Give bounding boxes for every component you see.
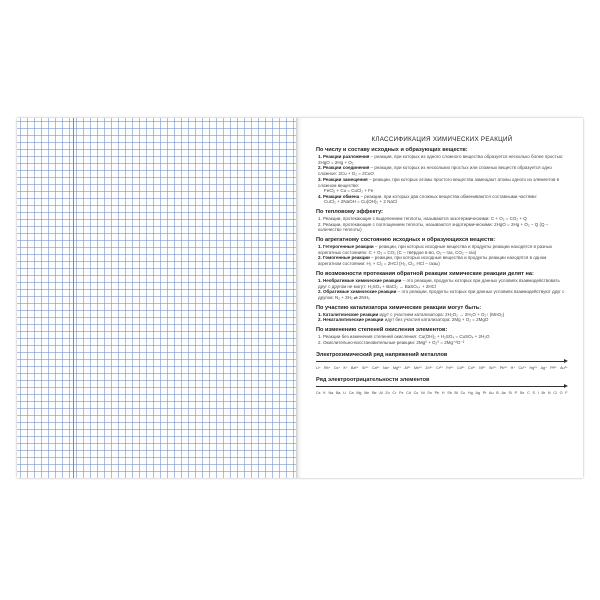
electronegativity-series	[316, 391, 568, 395]
series-element: Cu	[460, 391, 466, 396]
series-element: Cs⁺	[333, 366, 341, 371]
series-element: Ca²⁺	[371, 366, 380, 371]
series-element: Mn²⁺	[413, 366, 423, 371]
series-element: Pt²⁺	[550, 366, 557, 371]
series-element: Au³⁺	[560, 366, 568, 371]
series-element: Be	[372, 391, 377, 396]
series-element: Cs	[316, 391, 321, 396]
series-element: Ca	[348, 391, 354, 396]
series-element: Fe	[399, 391, 404, 396]
series-element: Br	[541, 391, 546, 396]
series-element: Ba	[335, 391, 341, 396]
list-item: 2. Обратимые химические реакции – это реакции, продукты которых при данных условиях взаимодействуют друг с другом: N₂ + 3H₂ ⇄ 2NH₃	[318, 289, 565, 300]
series-element: Co²⁺	[468, 366, 476, 371]
series-element: Ni²⁺	[479, 366, 486, 371]
series-element: Li	[343, 391, 347, 396]
series-element: Bi	[454, 391, 458, 396]
section-heading: По агрегатному состоянию исходных и образующихся веществ:	[316, 237, 496, 244]
series-element: Pt	[482, 391, 487, 396]
series-element: Zn	[385, 391, 390, 396]
series-element: S	[532, 391, 535, 396]
series-element: H⁺	[510, 366, 516, 371]
series-element: O	[559, 391, 563, 396]
list-item: 3. Реакции замещения – реакции, при которых атомы простого вещества замещают атомы одного из элементов в сложном веществе:	[318, 176, 560, 188]
series-element: Li⁺	[316, 366, 321, 371]
series-element: Ba²⁺	[351, 366, 359, 371]
series-element: Cl	[553, 391, 557, 396]
series-element: I	[537, 391, 539, 396]
list-item: 2. Некаталитические реакции идут без участия катализатора: 2Mg + O₂ = 2MgO	[318, 317, 489, 323]
list-item: 2. Реакции, протекающие с поглощением теплоты, называются эндотермическими: 2HgO = 2Hg + O₂ − Q (Q – количество теплоты)	[318, 221, 549, 233]
section-heading: По участию катализатора химические реакции могут быть:	[316, 304, 482, 311]
series-element: Ni	[421, 391, 425, 396]
series-element: Se	[519, 391, 525, 396]
series-element: Hg	[468, 391, 473, 396]
series-element: Mg	[356, 391, 362, 396]
notebook-spread	[17, 118, 583, 478]
series-element: Ag	[475, 391, 481, 396]
list-item: 2. Реакции соединения – реакции, при которых из нескольких простых или сложных веществ образуется одно сложное: 2Cu + O₂ = 2CuO	[318, 165, 552, 177]
formula: CuCl₂ + 2NaOH = Cu(OH)₂ + 2 NaCl	[324, 199, 398, 205]
section-heading: По возможности протекания обратной реакции химические реакции делят на:	[316, 270, 534, 277]
metal-series	[316, 366, 568, 370]
series-element: Na	[328, 391, 334, 396]
list-item: 1. Каталитические реакции идут с участием катализатора: 2H₂O₂ → 2H₂O + O₂↑ (MnO₂)	[318, 311, 505, 317]
list-item: 2. Гомогенные реакции – реакции, при которых исходные вещества и продукты реакции находятся в одном агрегатном состоянии: H₂ + Cl₂ = 2HCl (H₂, Cl₂, HCl – газы)	[318, 255, 547, 267]
series-element: F	[565, 391, 568, 396]
list-item: 1. Необратимые химические реакции – это реакции, продукты которых при данных условиях взаимодействовать друг с другом не могут: H₂SO₄ + BaCl₂ → BaSO₄↓ + 2HCl	[318, 277, 560, 289]
series-arrow	[316, 384, 568, 390]
series-element: C	[527, 391, 530, 396]
section-heading: По тепловому эффекту:	[316, 208, 384, 215]
series-element: Al	[379, 391, 383, 396]
series-element: Hg²⁺	[529, 366, 538, 371]
series-element: Cr	[392, 391, 397, 396]
series-element: Sr²⁺	[361, 366, 369, 371]
series-element: Cd	[406, 391, 411, 396]
section-heading: По изменению степеней окисления элементов:	[316, 327, 448, 334]
series-element: Mg²⁺	[392, 366, 402, 371]
reference-content	[316, 136, 568, 395]
series-element: K⁺	[343, 366, 348, 371]
series-element: N	[547, 391, 551, 396]
series-element: Cr³⁺	[436, 366, 444, 371]
list-item: 1. Реакции разложения – реакции, при которых из одного сложного вещества образуется несколько более простых: 2HgO = 2Hg + O₂	[318, 154, 564, 165]
metal-series-title: Электрохимический ряд напряжений металлов	[316, 352, 448, 359]
series-element: B	[496, 391, 499, 396]
section-heading: По числу и составу исходных и образующих веществ:	[316, 147, 468, 153]
series-arrow	[316, 359, 568, 365]
series-element: Au	[489, 391, 494, 396]
series-element: Al³⁺	[404, 366, 411, 371]
electronegativity-series-title: Ряд электроотрицательности элементов	[316, 377, 430, 384]
series-element: Sb	[447, 391, 452, 396]
list-item: 1. Гетерогенные реакции – реакции, при которых исходные вещества и продукты реакции находятся в разных агрегатных состояниях: C + O₂ = CO₂ (C – твёрдое в-во, O₂ – газ, CO₂ – газ)	[318, 244, 553, 255]
list-item: 2. Окислительно-восстановительные реакции: 2Mg⁰ + O₂⁰ = 2Mg⁺²O⁻²	[318, 339, 465, 345]
series-element: Na⁺	[383, 366, 390, 371]
series-element: Si	[508, 391, 512, 396]
series-element: H	[441, 391, 445, 396]
series-element: Cu²⁺	[518, 366, 527, 371]
series-element: K	[323, 391, 326, 396]
series-element: Pb²⁺	[499, 366, 508, 371]
grid-page	[17, 118, 296, 478]
formula: FeCl₂ + Cu = CuCl₂ + Fe	[324, 188, 374, 194]
list-item: 1. Реакции, протекающие с выделением теплоты, называются экзотермическими: C + O₂ = CO₂ + Q	[318, 215, 527, 221]
series-element: Sn	[427, 391, 432, 396]
reference-page	[302, 118, 583, 478]
series-element: Sn²⁺	[488, 366, 497, 371]
list-item: 4. Реакции обмена – реакции, при которых два сложных вещества обмениваются составными частями:	[318, 193, 538, 199]
series-element: Rb⁺	[324, 366, 331, 371]
series-element: As	[501, 391, 506, 396]
series-element: P	[514, 391, 518, 396]
series-element: Fe²⁺	[446, 366, 454, 371]
list-item: 1. Реакции без изменения степеней окисления: Cu(OH)₂ + H₂SO₄ = CuSO₄ + 2H₂O	[318, 334, 490, 340]
series-element: Co	[413, 391, 419, 396]
series-element: Mn	[364, 391, 370, 396]
margin-line	[73, 118, 74, 478]
series-element: Ag⁺	[540, 366, 548, 371]
series-element: Cd²⁺	[456, 366, 465, 371]
page-title: КЛАССИФИКАЦИЯ ХИМИЧЕСКИХ РЕАКЦИЙ	[371, 136, 513, 143]
series-element: Pb	[434, 391, 440, 396]
series-element: Zn²⁺	[425, 366, 433, 371]
